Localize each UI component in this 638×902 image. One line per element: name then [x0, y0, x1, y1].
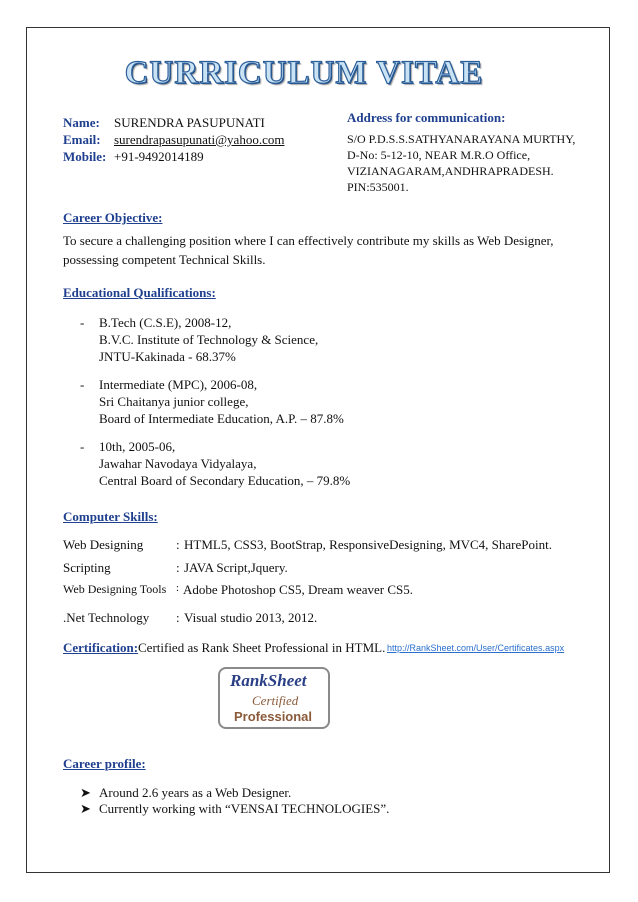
mobile-label: Mobile: — [63, 149, 107, 164]
skill-name: Web Designing — [63, 537, 144, 552]
skill-name: Scripting — [63, 560, 111, 575]
email-link[interactable]: surendrapasupunati@yahoo.com — [114, 132, 285, 147]
education-line: 10th, 2005-06, — [99, 439, 176, 454]
certificate-link[interactable]: http://RankSheet.com/User/Certificates.aspx — [387, 643, 565, 653]
address-heading: Address for communication: — [347, 110, 506, 125]
badge-title: RankSheet — [230, 671, 307, 690]
education-line: Intermediate (MPC), 2006-08, — [99, 377, 258, 392]
skill-value: Visual studio 2013, 2012. — [184, 610, 318, 625]
address-line: S/O P.D.S.S.SATHYANARAYANA MURTHY, — [347, 132, 576, 146]
education-line: Sri Chaitanya junior college, — [99, 394, 249, 409]
education-bullet: - — [80, 439, 85, 454]
arrow-bullet-icon: ➤ — [80, 801, 91, 816]
objective-line: To secure a challenging position where I can effectively contribute my skills as Web Designer, — [63, 233, 554, 248]
career-profile-heading: Career profile: — [63, 756, 146, 771]
skill-separator: : — [176, 560, 180, 575]
skill-value: JAVA Script,Jquery. — [184, 560, 288, 575]
address-line: D-No: 5-12-10, NEAR M.R.O Office, — [347, 148, 531, 162]
certification-text: Certified as Rank Sheet Professional in HTML. — [138, 640, 386, 655]
education-bullet: - — [80, 315, 85, 330]
education-line: Jawahar Navodaya Vidyalaya, — [99, 456, 257, 471]
name-value: SURENDRA PASUPUNATI — [114, 115, 265, 130]
arrow-bullet-icon: ➤ — [80, 785, 91, 800]
profile-item: Around 2.6 years as a Web Designer. — [99, 785, 292, 800]
profile-item: Currently working with “VENSAI TECHNOLOGIES”. — [99, 801, 390, 816]
computer-skills-heading: Computer Skills: — [63, 509, 158, 524]
skill-value: Adobe Photoshop CS5, Dream weaver CS5. — [183, 582, 414, 597]
badge-main: Professional — [234, 709, 313, 724]
education-line: JNTU-Kakinada - 68.37% — [99, 349, 236, 364]
objective-line: possessing competent Technical Skills. — [63, 252, 266, 267]
address-line: PIN:535001. — [347, 180, 409, 194]
skill-separator: : — [176, 582, 180, 594]
education-heading: Educational Qualifications: — [63, 285, 216, 300]
skill-value: HTML5, CSS3, BootStrap, ResponsiveDesigning, MVC4, SharePoint. — [184, 537, 552, 552]
address-line: VIZIANAGARAM,ANDHRAPRADESH. — [347, 164, 554, 178]
page-title: CURRICULUM VITAE — [124, 55, 484, 91]
skill-name: Web Designing Tools — [63, 582, 167, 596]
skill-name: .Net Technology — [63, 610, 150, 625]
certified-badge — [218, 667, 330, 729]
email-label: Email: — [63, 132, 101, 147]
career-objective-heading: Career Objective: — [63, 210, 163, 225]
education-line: B.V.C. Institute of Technology & Science, — [99, 332, 319, 347]
education-line: B.Tech (C.S.E), 2008-12, — [99, 315, 232, 330]
education-line: Board of Intermediate Education, A.P. – 87.8% — [99, 411, 344, 426]
education-bullet: - — [80, 377, 85, 392]
mobile-value: +91-9492014189 — [114, 149, 204, 164]
education-line: Central Board of Secondary Education, – 79.8% — [99, 473, 351, 488]
skill-separator: : — [176, 610, 180, 625]
certification-heading: Certification: — [63, 640, 139, 655]
skill-separator: : — [176, 537, 180, 552]
name-label: Name: — [63, 115, 100, 130]
badge-sub: Certified — [252, 693, 299, 708]
